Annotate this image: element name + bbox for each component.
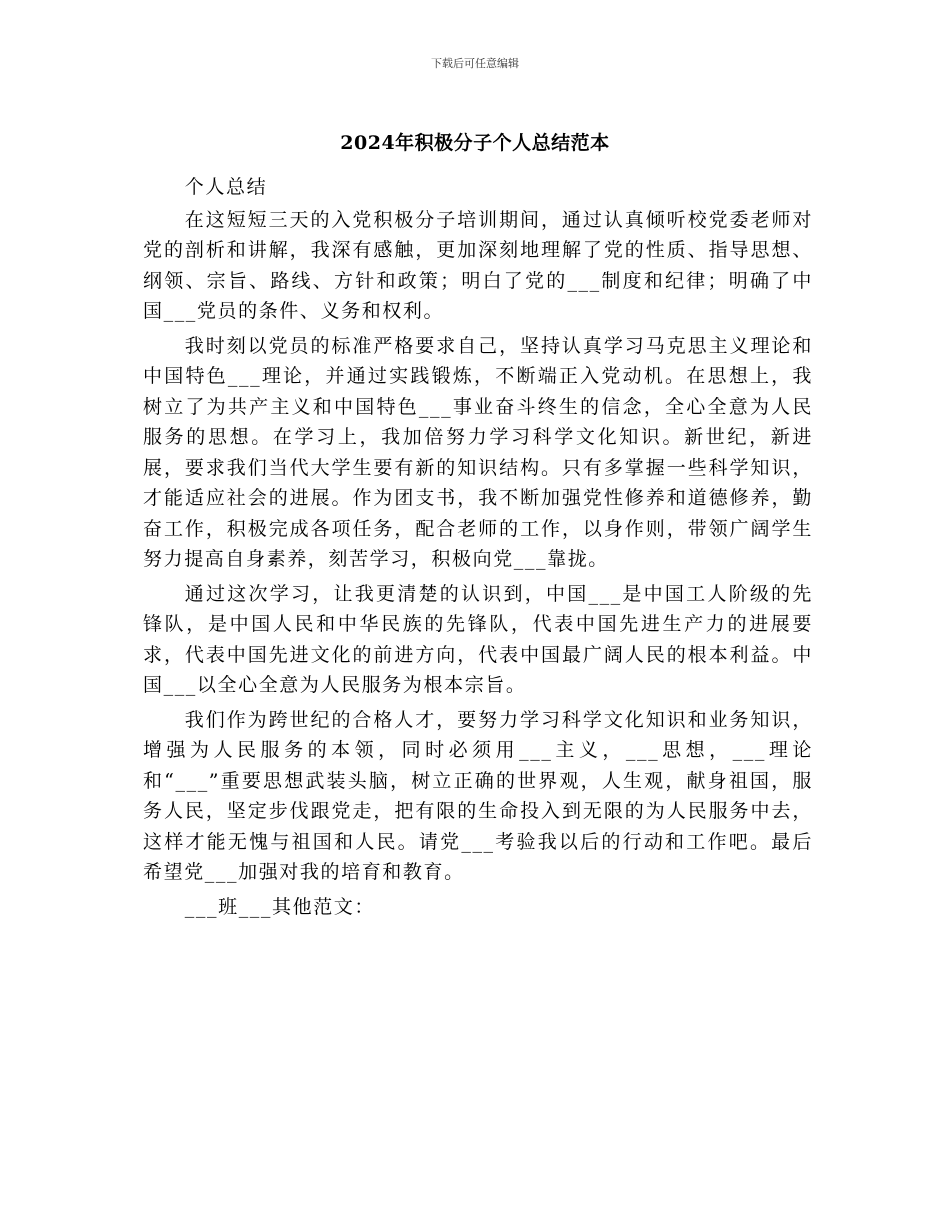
paragraph-5: ___班___其他范文： [184,895,375,918]
paragraph-2: 我时刻以党员的标准严格要求自己，坚持认真学习马克思主义理论和中国特色___理论，并通过实践锻炼，不断端正入党动机。在思想上，我树立了为共产主义和中国特色___事业奋斗终生的信念，全心全意为人民服务的思想。在学习上，我加倍努力学习科学文化知识。新世纪，新进展，要求我们当代大学生要有新的知识结构。只有多掌握一些科学知识，才能适应社会的进展。作为团支书，我不断加强党性修养和道德修养，勤奋工作，积极完成各项任务，配合老师的工作，以身作则，带领广阔学生努力提高自身素养，刻苦学习，积极向党___靠拢。 [143,334,813,570]
paragraph-4: 我们作为跨世纪的合格人才，要努力学习科学文化知识和业务知识，增强为人民服务的本领，同时必须用___主义，___思想，___理论和“___”重要思想武装头脑，树立正确的世界观，人生观，献身祖国，服务人民，坚定步伐跟党走，把有限的生命投入到无限的为人民服务中去，这样才能无愧与祖国和人民。请党___考验我以后的行动和工作吧。最后希望党___加强对我的培育和教育。 [143,708,813,883]
section-heading: 个人总结 [184,176,268,198]
paragraph-1: 在这短短三天的入党积极分子培训期间，通过认真倾听校党委老师对党的剖析和讲解，我深有感触，更加深刻地理解了党的性质、指导思想、纲领、宗旨、路线、方针和政策；明白了党的___制度和纪律；明确了中国___党员的条件、义务和权利。 [143,208,813,322]
document-body [143,172,813,926]
page-header-note: 下载后可任意编辑 [431,57,519,70]
paragraph-3: 通过这次学习，让我更清楚的认识到，中国___是中国工人阶级的先锋队，是中国人民和中华民族的先锋队，代表中国先进生产力的进展要求，代表中国先进文化的前进方向，代表中国最广阔人民的根本利益。中国___以全心全意为人民服务为根本宗旨。 [143,582,813,696]
document-title: 2024年积极分子个人总结范本 [340,132,610,154]
